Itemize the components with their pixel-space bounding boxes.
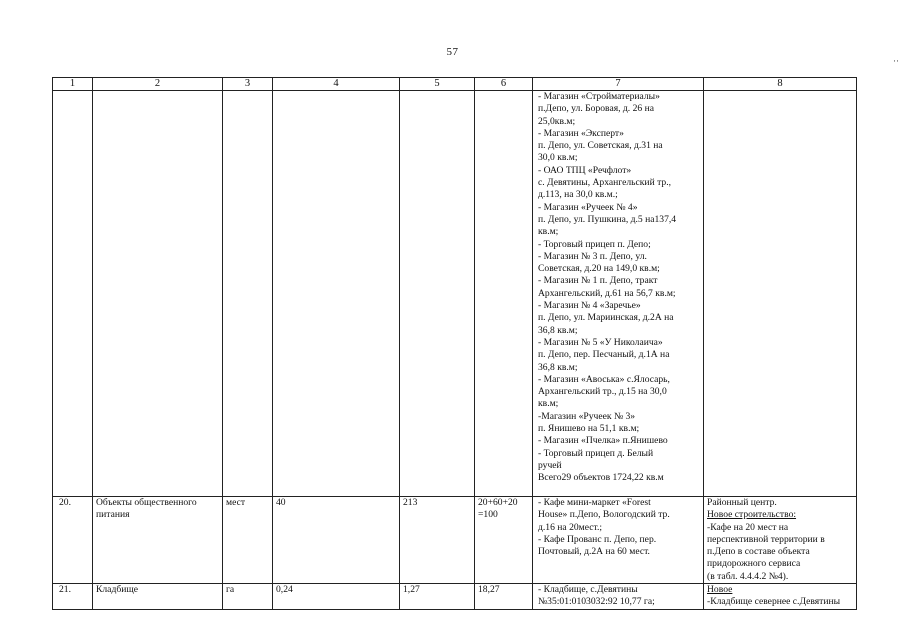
text-line: ручей (538, 459, 562, 471)
notes-cell (704, 584, 857, 610)
page-number: 57 (446, 46, 459, 58)
value-cell-4: 0,24 (273, 584, 400, 610)
text-line: 20+60+20 (478, 497, 518, 508)
header-col-2: 2 (93, 78, 223, 91)
shops-list-cell (533, 91, 704, 497)
notes-cell (704, 497, 857, 584)
text-line: - Магазин «Авоська» с.Ялосарь, (538, 373, 670, 385)
text-line: - Магазин «Ручеек № 4» (538, 201, 638, 213)
text-line: Районный центр. (707, 497, 777, 508)
text-line: - Магазин № 5 «У Николаича» (538, 336, 663, 348)
text-line: кв.м; (538, 226, 559, 238)
text-line: =100 (478, 509, 498, 521)
header-col-5: 5 (400, 78, 475, 91)
header-row (53, 78, 857, 91)
text-line: - Магазин «Пчелка» п.Янишево (538, 435, 668, 447)
text-line: 30,0 кв.м; (538, 152, 578, 164)
cell-empty (704, 91, 857, 497)
text-line: придорожного сервиса (707, 558, 801, 570)
value-cell-4: 40 (273, 497, 400, 584)
section-heading: Новое строительство: (707, 509, 797, 521)
text-line: -Магазин «Ручеек № 3» (538, 410, 636, 422)
cell-empty (400, 91, 475, 497)
text-line: - Магазин № 4 «Заречье» (538, 300, 641, 312)
header-col-4: 4 (273, 78, 400, 91)
text-line: -Кладбище севернее с.Девятины (707, 596, 841, 608)
value-cell-5: 213 (400, 497, 475, 584)
text-line: - Магазин «Стройматериалы» (538, 91, 660, 102)
cell-empty (223, 91, 273, 497)
cell-empty (53, 91, 93, 497)
value-cell-5: 1,27 (400, 584, 475, 610)
header-col-1: 1 (53, 78, 93, 91)
row-number: 20. (53, 497, 93, 584)
text-line: - Магазин «Эксперт» (538, 127, 624, 139)
text-line: 36,8 кв.м; (538, 361, 578, 373)
text-line: п.Депо, ул. Боровая, д. 26 на (538, 103, 654, 115)
header-col-3: 3 (223, 78, 273, 91)
object-name-cell: Кладбище (93, 584, 223, 610)
cell-empty (273, 91, 400, 497)
unit-cell: мест (223, 497, 273, 584)
existing-objects-cell (533, 584, 704, 610)
text-line: питания (96, 509, 130, 521)
text-line: п. Депо, ул. Пушкина, д.5 на137,4 (538, 213, 677, 225)
text-line: - Торговый прицеп п. Депо; (538, 238, 651, 250)
text-line: 25,0кв.м; (538, 115, 576, 127)
header-col-8: 8 (704, 78, 857, 91)
text-line: - Кафе Прованс п. Депо, пер. (538, 533, 657, 545)
text-line: 36,8 кв.м; (538, 324, 578, 336)
edge-mark: ·· (893, 56, 899, 66)
cell-empty (475, 91, 533, 497)
text-line: кв.м; (538, 398, 559, 410)
text-line: с. Девятины, Архангельский тр., (538, 177, 672, 189)
text-line: Советская, д.20 на 149,0 кв.м; (538, 263, 660, 275)
text-line: - Магазин № 1 п. Депо, тракт (538, 275, 658, 287)
document-table (52, 77, 857, 610)
text-line: Объекты общественного (96, 497, 197, 508)
value-cell-6: 18,27 (475, 584, 533, 610)
text-line: п. Янишево на 51,1 кв.м; (538, 423, 640, 435)
text-line: - Кладбище, с.Девятины (538, 584, 638, 596)
unit-cell: га (223, 584, 273, 610)
text-line: Архангельский, д.61 на 56,7 кв.м; (538, 287, 676, 299)
text-line: п. Депо, ул. Советская, д.31 на (538, 140, 663, 152)
text-line: Архангельский тр., д.15 на 30,0 (538, 386, 667, 398)
text-line: Почтовый, д.2А на 60 мест. (538, 546, 650, 558)
text-line: д.16 на 20мест.; (538, 521, 603, 533)
object-name-cell (93, 497, 223, 584)
text-line: д.113, на 30,0 кв.м.; (538, 189, 618, 201)
text-line: п. Депо, пер. Песчаный, д.1А на (538, 349, 670, 361)
row-number: 21. (53, 584, 93, 610)
table-row-continuation (53, 91, 857, 497)
text-line: (в табл. 4.4.4.2 №4). (707, 570, 789, 582)
text-line: House» п.Депо, Вологодский тр. (538, 509, 670, 521)
text-line: - Магазин № 3 п. Депо, ул. (538, 250, 647, 262)
table-row-21 (53, 584, 857, 610)
section-heading: Новое (707, 584, 733, 596)
text-line: Всего29 объектов 1724,22 кв.м (538, 472, 664, 484)
existing-objects-cell (533, 497, 704, 584)
text-line: перспективной территории в (707, 533, 825, 545)
text-line: п. Депо, ул. Мариинская, д.2А на (538, 312, 674, 324)
text-line: -Кафе на 20 мест на (707, 521, 789, 533)
header-col-7: 7 (533, 78, 704, 91)
text-line: - ОАО ТПЦ «Речфлот» (538, 164, 632, 176)
text-line: п.Депо в составе объекта (707, 546, 810, 558)
value-cell-6 (475, 497, 533, 584)
header-col-6: 6 (475, 78, 533, 91)
text-line: - Кафе мини-маркет «Forest (538, 497, 651, 508)
text-line: - Торговый прицеп д. Белый (538, 447, 654, 459)
table-row-20 (53, 497, 857, 584)
text-line: №35:01:0103032:92 10,77 га; (538, 596, 655, 608)
cell-empty (93, 91, 223, 497)
